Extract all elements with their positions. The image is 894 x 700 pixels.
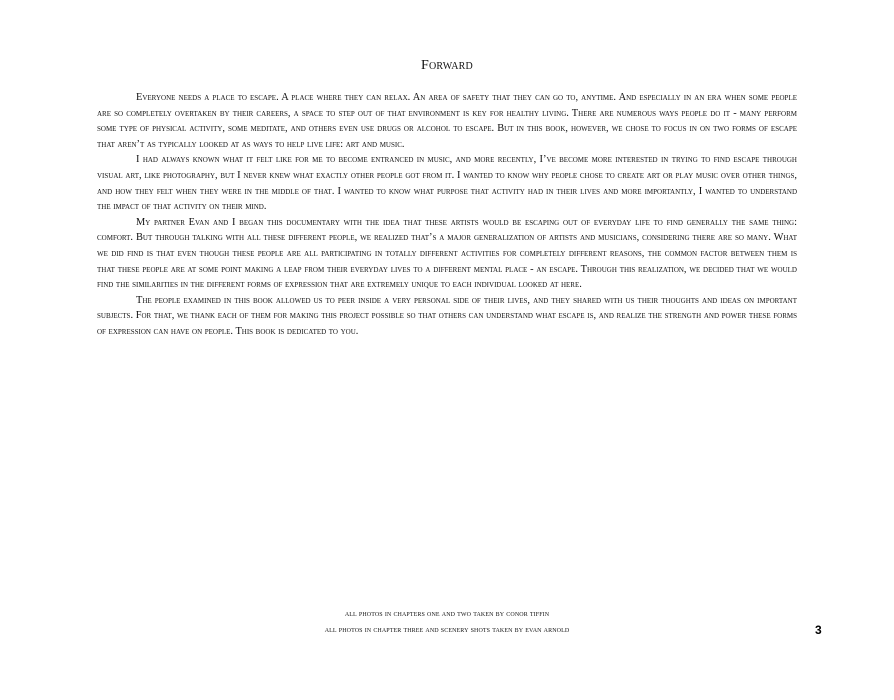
body-text — [97, 90, 797, 340]
credit-line-2: all photos in chapter three and scenery shots taken by evan arnold — [324, 625, 570, 634]
paragraph-4: The people examined in this book allowed us to peer inside a very personal side of their lives, and they shared with us their thoughts and ideas on important subjects. For that, we thank each of them for making this project possible so that others can understand what escape is, and realize the strength and power these forms of expression can have on people. This book is dedicated to you. — [97, 294, 797, 337]
page-number: 3 — [815, 623, 822, 637]
paragraph-1: Everyone needs a place to escape. A place where they can relax. An area of safety that they can go to, anytime. And especially in an era when some people are so completely overtaken by their careers, a space to step out of that environment is key for healthy living. There are numerous ways people do it - many perform some type of physical activity, some meditate, and others even use drugs or alcohol to escape. But in this book, however, we chose to focus in on two forms of escape that aren’t as typically looked at as ways to help live life: art and music. — [97, 92, 797, 150]
page-title: Forward — [421, 58, 473, 73]
paragraph-3: My partner Evan and I began this documentary with the idea that these artists would be escaping out of everyday life to find generally the same thing: comfort. But through talking with all these different people, we realized that’s a major generalization of artists and musicians, considering there are so many. What we did find is that even though these people are all participating in totally different activities for completely different reasons, the common factor between them is that these people are at some point making a leap from their everyday lives to a different mental place - an escape. Through this realization, we decided that we would find the similarities in the different forms of expression that are extremely unique to each individual looked at here. — [97, 216, 797, 291]
credit-line-1: all photos in chapters one and two taken by conor tiffin — [344, 609, 550, 618]
photo-credits — [0, 606, 894, 638]
paragraph-2: I had always known what it felt like for me to become entranced in music, and more recently, I’ve become more interested in trying to find escape through visual art, like photography, but I never knew what exactly other people got from it. I wanted to know why people chose to create art or play music over other things, and how they felt when they were in the middle of that. I wanted to know what purpose that activity had in their lives and more importantly, I wanted to understand the impact of that activity on their mind. — [97, 154, 797, 213]
